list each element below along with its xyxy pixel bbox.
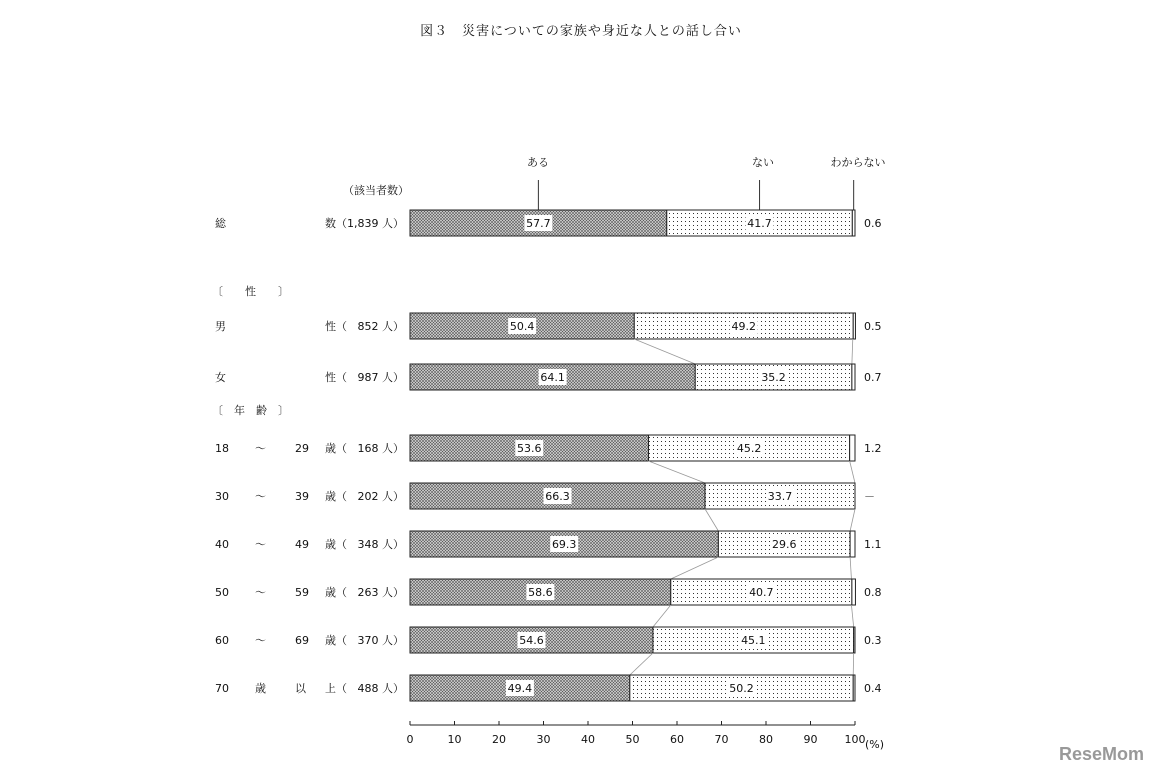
row-label-part: 数（ [325,217,347,230]
connector-line [630,653,653,675]
row-label-part: ～ [255,490,266,503]
row-label-part: 50 [215,586,229,599]
data-label: 49.2 [731,320,756,333]
chart-title: 図３ 災害についての家族や身近な人との話し合い [420,24,742,39]
data-label: 40.7 [749,586,774,599]
section-header: 〔 性 〕 [212,285,289,298]
data-label: 57.7 [526,217,551,230]
row-count: 263 人） [357,586,404,599]
row-count: 168 人） [357,442,404,455]
data-label-wakaranai: 0.5 [864,320,882,333]
data-label: 35.2 [761,371,786,384]
data-label-wakaranai: 1.1 [864,538,882,551]
row-count: 370 人） [357,634,404,647]
row-label-part: 性（ [325,320,347,333]
row-label-part: 18 [215,442,229,455]
row-label-part: 上（ [325,682,347,695]
x-tick-label: 70 [714,733,729,746]
row-label-part: 総 [215,217,226,230]
row-count: 488 人） [357,682,404,695]
connector-line [850,557,851,579]
row-label-part: 49 [295,538,309,551]
row-label-part: ～ [255,586,266,599]
data-label: 41.7 [747,217,772,230]
connector-line [671,557,719,579]
connector-line [649,461,706,483]
row-label-part: 歳（ [325,586,347,599]
bar-segment-wakaranai [852,364,855,390]
row-label-part: 59 [295,586,309,599]
data-label: 54.6 [519,634,544,647]
row-count: 852 人） [357,320,404,333]
connector-line [851,605,853,627]
row-label-part: 歳（ [325,490,347,503]
row-label-part: 以 [295,682,306,695]
x-tick-label: 90 [803,733,818,746]
connector-line [653,605,671,627]
data-label-wakaranai: － [864,490,875,503]
connector-line [850,461,855,483]
row-label-part: 歳（ [325,634,347,647]
bar-segment-wakaranai [852,210,855,236]
row-label-part: 歳 [255,682,266,695]
bar-segment-wakaranai [852,579,856,605]
data-label: 45.2 [736,442,762,455]
x-tick-label: 100 [844,733,866,746]
data-label: 53.6 [517,442,542,455]
row-count: 348 人） [357,538,404,551]
x-tick-label: 10 [447,733,462,746]
data-label-wakaranai: 0.7 [864,371,882,384]
connector-line [850,509,855,531]
row-count: 1,839 人） [347,217,404,230]
data-label: 29.6 [771,538,797,551]
x-tick-label: 0 [406,733,414,746]
bar-segment-wakaranai [853,675,855,701]
data-label-wakaranai: 0.3 [864,634,882,647]
connector-line [634,339,695,364]
row-label-part: 女 [215,371,226,384]
watermark-logo: ReseMom [1058,744,1144,764]
data-label: 50.2 [729,682,754,695]
data-label: 33.7 [767,490,793,503]
row-label-part: 60 [215,634,229,647]
row-count: 202 人） [357,490,404,503]
row-label-part: ～ [255,634,266,647]
bar-segment-wakaranai [854,627,855,653]
data-label: 50.4 [509,320,535,333]
x-tick-label: 20 [492,733,506,746]
row-label-part: 69 [295,634,309,647]
row-label-part: ～ [255,442,266,455]
row-label-part: 歳（ [325,442,347,455]
connector-line [705,509,718,531]
row-label-part: ～ [255,538,266,551]
data-label-wakaranai: 0.6 [864,217,882,230]
bar-segment-wakaranai [850,531,855,557]
x-tick-label: 60 [670,733,684,746]
data-label-wakaranai: 1.2 [864,442,882,455]
row-label-part: 70 [215,682,229,695]
data-label: 64.1 [540,371,565,384]
legend-label-0: ある [527,156,549,169]
row-label-part: 29 [295,442,309,455]
x-tick-label: 50 [625,733,640,746]
data-label: 45.1 [741,634,766,647]
x-axis-unit: (%) [865,738,885,751]
section-header: 〔 年 齢 〕 [212,404,289,417]
count-header: （該当者数） [343,184,409,197]
bar-segment-wakaranai [850,435,855,461]
row-label-part: 39 [295,490,309,503]
x-tick-label: 80 [759,733,773,746]
x-tick-label: 30 [536,733,551,746]
bar-segment-wakaranai [853,313,855,339]
data-label: 49.4 [507,682,533,695]
data-label: 66.3 [545,490,570,503]
data-label: 69.3 [551,538,577,551]
legend-label-1: ない [752,156,774,169]
x-tick-label: 40 [581,733,595,746]
legend-label-2: わからない [830,156,886,169]
row-count: 987 人） [357,371,404,384]
row-label-part: 性（ [325,371,347,384]
row-label-part: 30 [215,490,229,503]
data-label-wakaranai: 0.4 [864,682,882,695]
row-label-part: 歳（ [325,538,347,551]
connector-line [852,339,853,364]
data-label-wakaranai: 0.8 [864,586,882,599]
row-label-part: 40 [215,538,229,551]
data-label: 58.6 [528,586,553,599]
row-label-part: 男 [215,320,226,333]
